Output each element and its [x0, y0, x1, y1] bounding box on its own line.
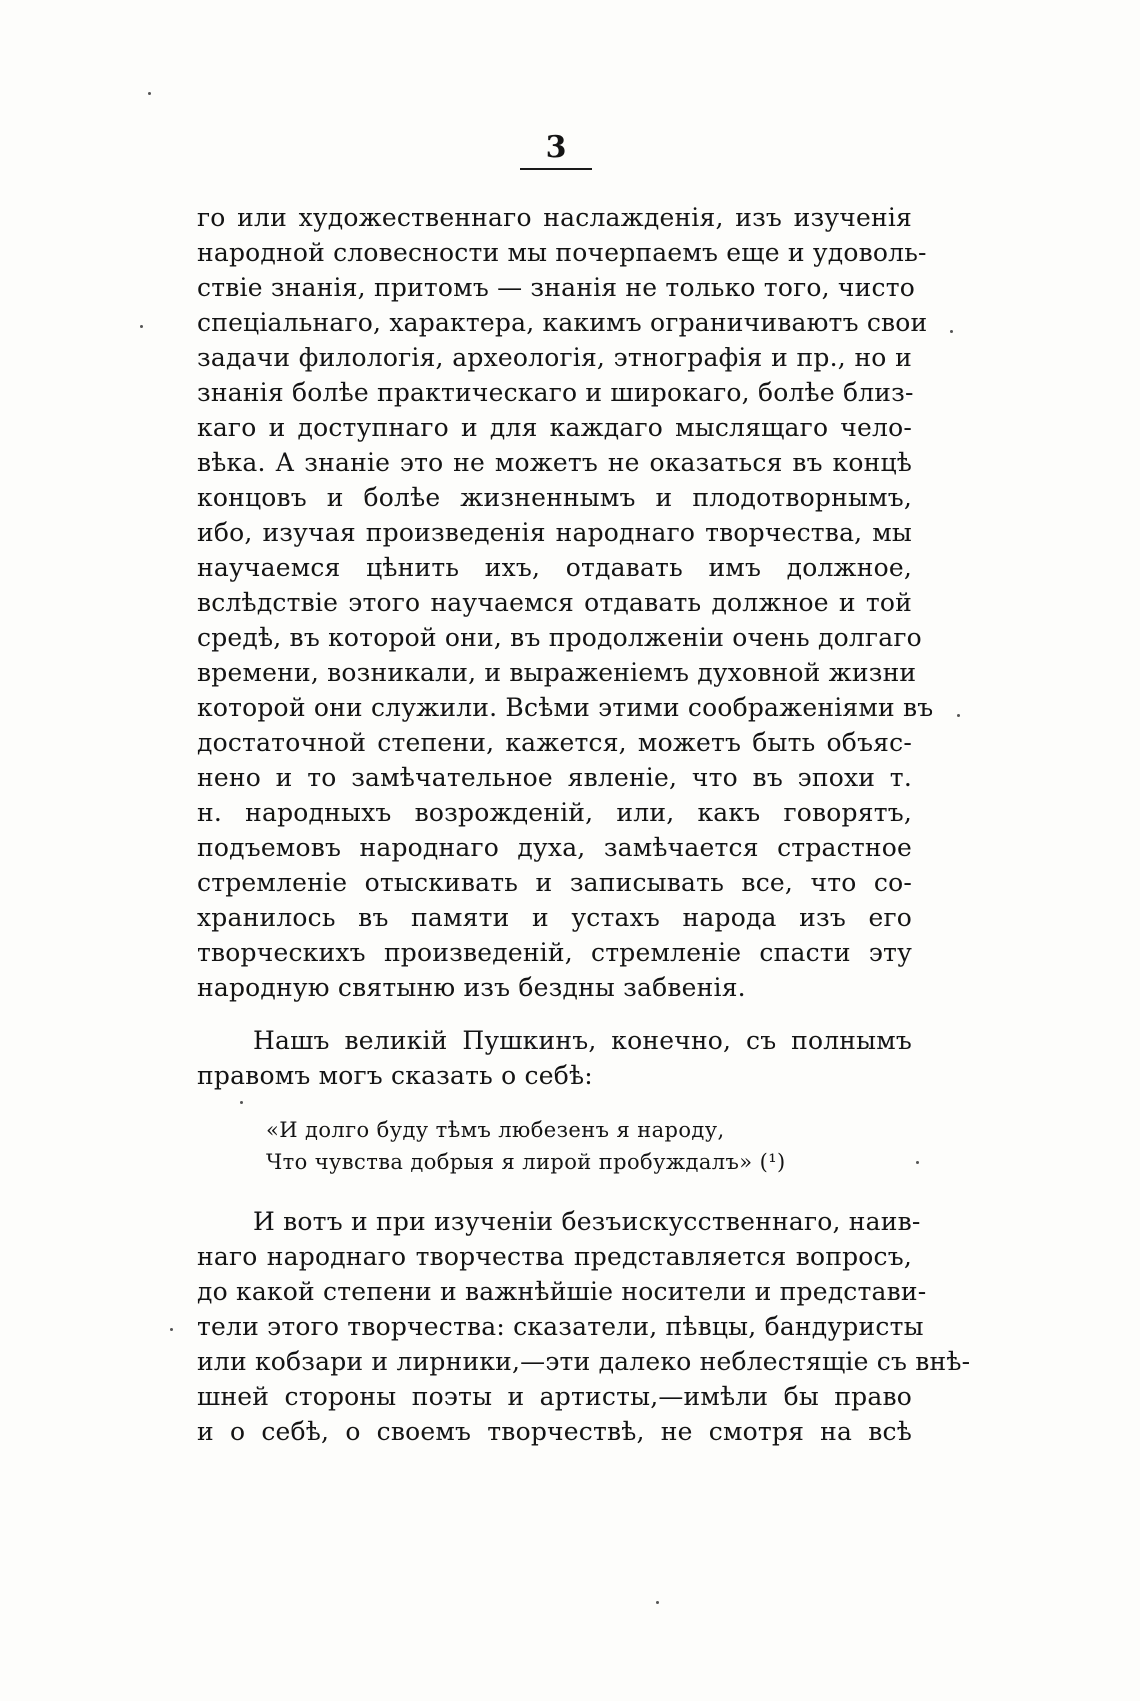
text-line: нено и то замѣчательное явленіе, что въ эпохи т. [197, 763, 912, 792]
scan-speck [950, 330, 953, 333]
text-line: тели этого творчества: сказатели, пѣвцы, бандуристы [197, 1312, 924, 1341]
page-number: 3 [545, 130, 567, 165]
text-line: го или художественнаго наслажденія, изъ изученія [197, 203, 912, 232]
text-line: каго и доступнаго и для каждаго мыслящаго чело- [197, 413, 912, 442]
text-line: или кобзари и лирники,—эти далеко неблестящіе съ внѣ- [197, 1347, 971, 1376]
text-line: народной словесности мы почерпаемъ еще и удоволь- [197, 238, 927, 267]
scan-speck [148, 92, 151, 95]
text-line: до какой степени и важнѣйшіе носители и представи- [197, 1277, 927, 1306]
text-line: задачи филологія, археологія, этнографія и пр., но и [197, 343, 912, 372]
text-line: наго народнаго творчества представляется вопросъ, [197, 1242, 912, 1271]
scan-speck [170, 1328, 173, 1331]
quote-line: «И долго буду тѣмъ любезенъ я народу, [266, 1118, 725, 1142]
text-line: которой они служили. Всѣми этими соображеніями въ [197, 693, 934, 722]
text-line: И вотъ и при изученіи безъискусственнаго, наив- [253, 1207, 921, 1236]
text-line: ствіе знанія, притомъ — знанія не только того, чисто [197, 273, 916, 302]
text-line: знанія болѣе практическаго и широкаго, болѣе близ- [197, 378, 914, 407]
text-line: подъемовъ народнаго духа, замѣчается страстное [197, 833, 912, 862]
scan-speck [656, 1601, 659, 1604]
text-line: н. народныхъ возрожденій, или, какъ говорятъ, [197, 798, 912, 827]
scan-speck [240, 1101, 243, 1104]
text-line: научаемся цѣнить ихъ, отдавать имъ должное, [197, 553, 912, 582]
text-line: и о себѣ, о своемъ творчествѣ, не смотря на всѣ [197, 1417, 912, 1446]
text-line: спеціальнаго, характера, какимъ ограничиваютъ свои [197, 308, 928, 337]
page-number-rule [520, 168, 592, 170]
text-line: ибо, изучая произведенія народнаго творчества, мы [197, 518, 912, 547]
text-line: Нашъ великій Пушкинъ, конечно, съ полнымъ [253, 1026, 912, 1055]
quote-line: Что чувства добрыя я лирой пробуждалъ» (¹) [266, 1150, 786, 1174]
text-line: концовъ и болѣе жизненнымъ и плодотворнымъ, [197, 483, 912, 512]
scan-speck [916, 1161, 919, 1164]
text-line: шней стороны поэты и артисты,—имѣли бы право [197, 1382, 912, 1411]
text-line: средѣ, въ которой они, въ продолженіи очень долгаго [197, 623, 922, 652]
scan-speck [957, 714, 960, 717]
text-line: народную святыню изъ бездны забвенія. [197, 973, 746, 1002]
text-line: вслѣдствіе этого научаемся отдавать должное и той [197, 588, 912, 617]
text-line: вѣка. А знаніе это не можетъ не оказаться въ концѣ [197, 448, 912, 477]
text-line: творческихъ произведеній, стремленіе спасти эту [197, 938, 912, 967]
scan-speck [140, 325, 143, 328]
text-line: стремленіе отыскивать и записывать все, что со- [197, 868, 912, 897]
text-line: достаточной степени, кажется, можетъ быть объяс- [197, 728, 912, 757]
text-line: времени, возникали, и выраженіемъ духовной жизни [197, 658, 917, 687]
text-line: хранилось въ памяти и устахъ народа изъ его [197, 903, 912, 932]
text-line: правомъ могъ сказать о себѣ: [197, 1061, 593, 1090]
